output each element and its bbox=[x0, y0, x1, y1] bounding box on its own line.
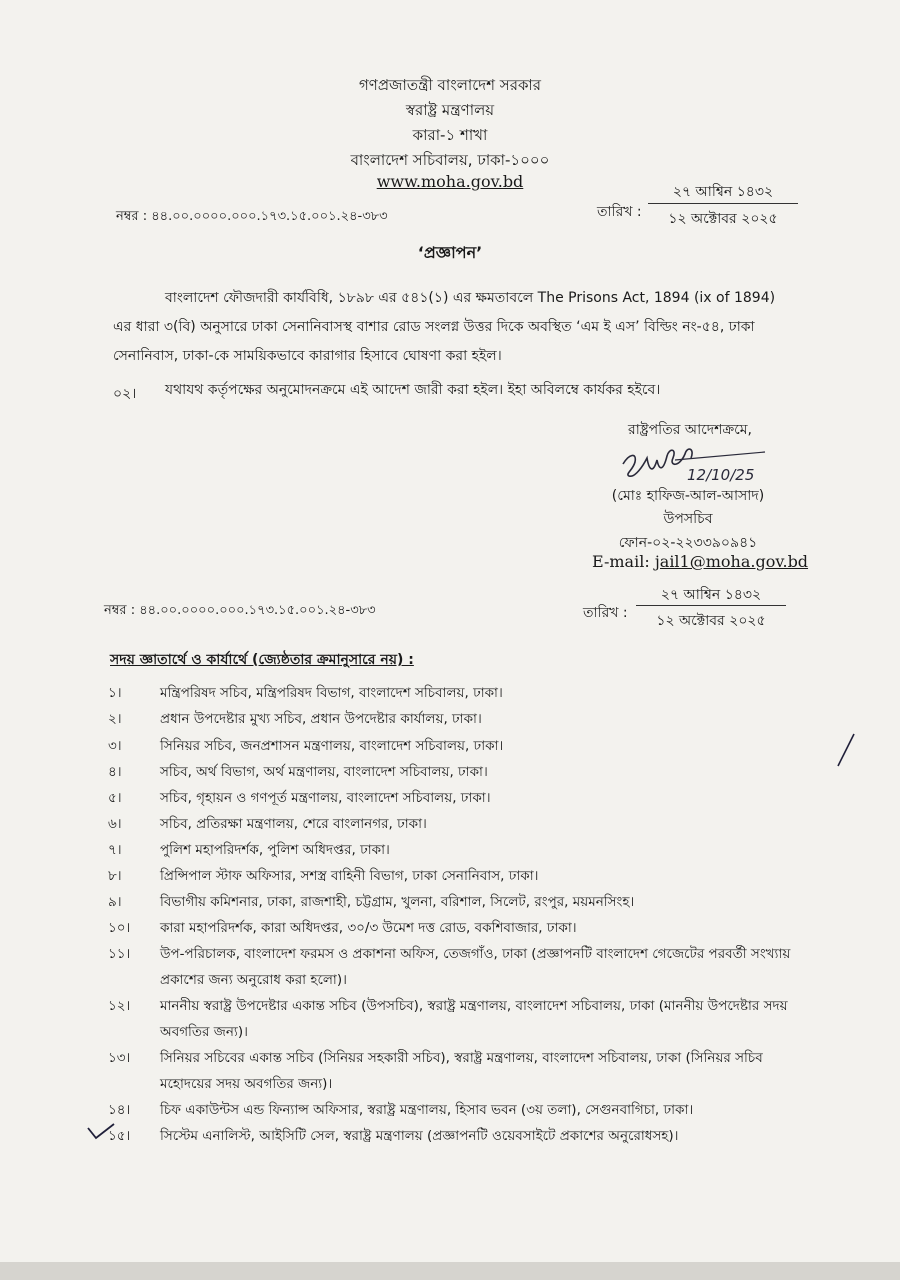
item-text: প্রিন্সিপাল স্টাফ অফিসার, সশস্ত্র বাহিনী বিভাগ, ঢাকা সেনানিবাস, ঢাকা। bbox=[160, 868, 539, 884]
body-paragraph-2: যথাযথ কর্তৃপক্ষের অনুমোদনক্রমে এই আদেশ জারী করা হইল। ইহা অবিলম্বে কার্যকর হইবে। bbox=[165, 382, 661, 398]
date-divider-2 bbox=[636, 605, 786, 606]
item-number: ৬। bbox=[108, 816, 122, 832]
item-text: প্রধান উপদেষ্টার মুখ্য সচিব, প্রধান উপদেষ্টার কার্যালয়, ঢাকা। bbox=[160, 711, 482, 727]
date-bangla: ২৭ আশ্বিন ১৪৩২ bbox=[672, 184, 774, 200]
date-gregorian: ১২ অক্টোবর ২০২৫ bbox=[668, 211, 778, 227]
signature-date: 12/10/25 bbox=[687, 466, 755, 484]
signatory-phone: ফোন-০২-২২৩৩৯০৯৪১ bbox=[618, 535, 758, 551]
item-text: মন্ত্রিপরিষদ সচিব, মন্ত্রিপরিষদ বিভাগ, বাংলাদেশ সচিবালয়, ঢাকা। bbox=[160, 685, 503, 701]
date-gregorian-2: ১২ অক্টোবর ২০২৫ bbox=[656, 613, 766, 629]
office-address: বাংলাদেশ সচিবালয়, ঢাকা-১০০০ bbox=[350, 151, 550, 169]
item-text: পুলিশ মহাপরিদর্শক, পুলিশ অধিদপ্তর, ঢাকা। bbox=[160, 842, 390, 858]
signatory-name: (মোঃ হাফিজ-আল-আসাদ) bbox=[611, 488, 765, 504]
govt-name: গণপ্রজাতন্ত্রী বাংলাদেশ সরকার bbox=[358, 76, 542, 94]
date-label-2: তারিখ : bbox=[583, 605, 628, 621]
item-number: ৯। bbox=[108, 894, 122, 910]
ministry-name: স্বরাষ্ট্র মন্ত্রণালয় bbox=[405, 101, 495, 119]
item-number: ৩। bbox=[108, 738, 122, 754]
item-number: ১২। bbox=[108, 998, 131, 1014]
signatory-email bbox=[592, 552, 808, 571]
email-link[interactable]: jail1@moha.gov.bd bbox=[654, 552, 809, 571]
signatory-designation: উপসচিব bbox=[663, 511, 713, 527]
item-number: ৪। bbox=[108, 764, 122, 780]
email-label: E-mail: bbox=[592, 552, 650, 571]
memo-number: নম্বর : ৪৪.০০.০০০০.০০০.১৭৩.১৫.০০১.২৪-৩৮৩ bbox=[116, 209, 388, 224]
date-bangla-2: ২৭ আশ্বিন ১৪৩২ bbox=[660, 587, 762, 603]
memo-number-2: নম্বর : ৪৪.০০.০০০০.০০০.১৭৩.১৫.০০১.২৪-৩৮৩ bbox=[104, 603, 376, 618]
item-number: ১৪। bbox=[108, 1102, 131, 1118]
item-number: ২। bbox=[108, 711, 122, 727]
item-text: উপ-পরিচালক, বাংলাদেশ ফরমস ও প্রকাশনা অফিস, তেজগাঁও, ঢাকা (প্রজ্ঞাপনটি বাংলাদেশ গেজেটের পরবর্তী সংখ্যায় প্রকাশের জন্য অনুরোধ করা হলো)। bbox=[160, 946, 791, 988]
item-text: সচিব, প্রতিরক্ষা মন্ত্রণালয়, শেরে বাংলানগর, ঢাকা। bbox=[160, 816, 427, 832]
item-number: ১১। bbox=[108, 946, 131, 962]
item-text: বিভাগীয় কমিশনার, ঢাকা, রাজশাহী, চট্টগ্রাম, খুলনা, বরিশাল, সিলেট, রংপুর, ময়মনসিংহ। bbox=[160, 894, 635, 910]
item-number: ১৫। bbox=[108, 1128, 131, 1144]
item-number: ১৩। bbox=[108, 1050, 131, 1066]
body-paragraph-2-number: ০২। bbox=[113, 386, 137, 402]
signature-scribble bbox=[615, 436, 775, 486]
body-paragraph-1: বাংলাদেশ ফৌজদারী কার্যবিধি, ১৮৯৮ এর ৫৪১(১) এর ক্ষমতাবলে The Prisons Act, 1894 (ix of 1894) এর ধারা ৩(বি) অনুসারে ঢাকা সেনানিবাসস্থ বাশার রোড সংলগ্ন উত্তর দিকে অবস্থিত ‘এম ই এস’ বিল্ডিং নং-৫৪, ঢাকা সেনানিবাস, ঢাকা-কে সাময়িকভাবে কারাগার হিসাবে ঘোষণা করা হইল। bbox=[113, 290, 776, 364]
item-number: ১০। bbox=[108, 920, 131, 936]
item-text: কারা মহাপরিদর্শক, কারা অধিদপ্তর, ৩০/৩ উমেশ দত্ত রোড, বকশিবাজার, ঢাকা। bbox=[160, 920, 577, 936]
page-title: ‘প্রজ্ঞাপন’ bbox=[417, 243, 483, 262]
item-number: ৫। bbox=[108, 790, 122, 806]
by-order-text: রাষ্ট্রপতির আদেশক্রমে, bbox=[628, 422, 752, 438]
page-bottom-edge bbox=[0, 1262, 900, 1280]
branch-name: কারা-১ শাখা bbox=[412, 126, 488, 144]
tick-mark-icon bbox=[86, 1120, 116, 1142]
item-text: সচিব, গৃহায়ন ও গণপূর্ত মন্ত্রণালয়, বাংলাদেশ সচিবালয়, ঢাকা। bbox=[160, 790, 491, 806]
item-text: সিস্টেম এনালিস্ট, আইসিটি সেল, স্বরাষ্ট্র মন্ত্রণালয় (প্রজ্ঞাপনটি ওয়েবসাইটে প্রকাশের অনুরোধসহ)। bbox=[160, 1128, 679, 1144]
item-text: মাননীয় স্বরাষ্ট্র উপদেষ্টার একান্ত সচিব (উপসচিব), স্বরাষ্ট্র মন্ত্রণালয়, বাংলাদেশ সচিবালয়, ঢাকা (মাননীয় উপদেষ্টার সদয় অবগতির জন্য)। bbox=[160, 998, 788, 1040]
website-link[interactable]: www.moha.gov.bd bbox=[376, 172, 524, 191]
item-number: ৭। bbox=[108, 842, 122, 858]
date-divider bbox=[648, 203, 798, 204]
distribution-heading: সদয় জ্ঞাতার্থে ও কার্যার্থে (জ্যেষ্ঠতার ক্রমানুসারে নয়) : bbox=[110, 652, 414, 668]
item-text: সিনিয়র সচিবের একান্ত সচিব (সিনিয়র সহকারী সচিব), স্বরাষ্ট্র মন্ত্রণালয়, বাংলাদেশ সচিবালয়, ঢাকা (সিনিয়র সচিব মহোদয়ের সদয় অবগতির জন্য)। bbox=[160, 1050, 763, 1092]
item-text: সিনিয়র সচিব, জনপ্রশাসন মন্ত্রণালয়, বাংলাদেশ সচিবালয়, ঢাকা। bbox=[160, 738, 504, 754]
item-text: চিফ একাউন্টস এন্ড ফিন্যান্স অফিসার, স্বরাষ্ট্র মন্ত্রণালয়, হিসাব ভবন (৩য় তলা), সেগুনবাগিচা, ঢাকা। bbox=[160, 1102, 694, 1118]
item-number: ৮। bbox=[108, 868, 122, 884]
item-text: সচিব, অর্থ বিভাগ, অর্থ মন্ত্রণালয়, বাংলাদেশ সচিবালয়, ঢাকা। bbox=[160, 764, 488, 780]
pen-stroke-icon bbox=[834, 730, 858, 770]
item-number: ১। bbox=[108, 685, 122, 701]
date-label: তারিখ : bbox=[597, 204, 642, 220]
